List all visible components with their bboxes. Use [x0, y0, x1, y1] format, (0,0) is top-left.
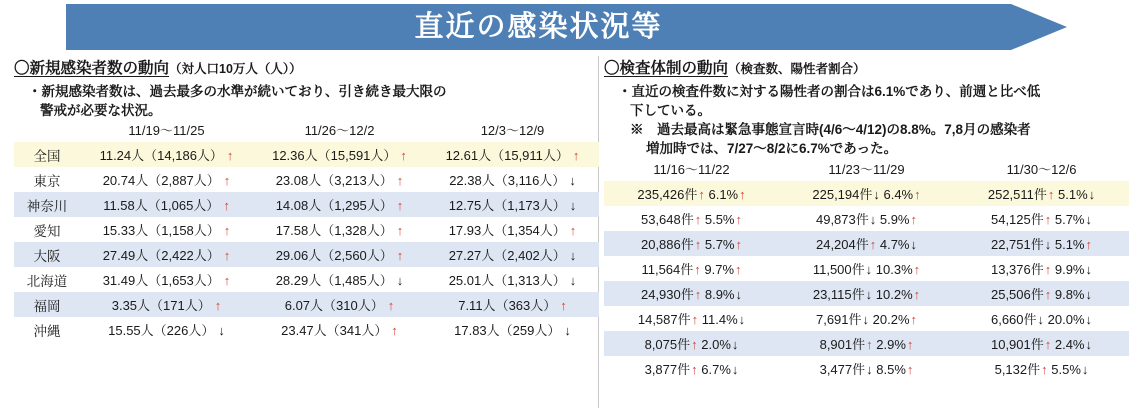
- positive-rate: 20.0%: [1044, 311, 1085, 327]
- testing-cell: [604, 331, 779, 356]
- new-cases-cell: [80, 242, 253, 267]
- new-cases-cell: [426, 292, 599, 317]
- trend-down-icon: ↓: [865, 261, 873, 277]
- cases-absolute: （2,402人）: [494, 248, 566, 264]
- trend-up-icon: ↑: [866, 336, 873, 352]
- cases-absolute: （310人）: [323, 298, 384, 314]
- test-count: 5,132件: [994, 361, 1041, 377]
- trend-up-icon: ↑: [910, 211, 917, 227]
- left-column: [14, 56, 599, 342]
- prefecture-label: 沖縄: [33, 323, 61, 339]
- new-cases-cell: [80, 142, 253, 167]
- positive-rate: 8.9%: [701, 286, 735, 302]
- positive-rate: 6.4%: [879, 186, 914, 202]
- trend-up-icon: ↑: [735, 261, 742, 277]
- cases-per-100k: 14.08人: [275, 198, 322, 214]
- trend-up-icon: ↑: [913, 261, 921, 277]
- trend-up-icon: ↑: [223, 223, 231, 239]
- left-heading-sub: （対人口10万人（人））: [169, 62, 302, 76]
- trend-down-icon: ↓: [396, 273, 404, 289]
- testing-cell: [954, 331, 1129, 356]
- new-cases-cell: [80, 317, 253, 342]
- cases-absolute: （15,591人）: [317, 148, 397, 164]
- new-cases-cell: [426, 242, 599, 267]
- cases-per-100k: 12.75人: [448, 198, 495, 214]
- table-row: [14, 142, 599, 167]
- cases-absolute: （226人）: [153, 323, 215, 339]
- test-count: 24,930件: [640, 286, 694, 302]
- new-cases-cell: [253, 317, 426, 342]
- table-row: [14, 267, 599, 292]
- positive-rate: 5.1%: [1051, 236, 1085, 252]
- test-count: 225,194件: [812, 186, 873, 202]
- table-row: [14, 242, 599, 267]
- positive-rate: 5.9%: [876, 211, 910, 227]
- trend-down-icon: ↓: [731, 336, 739, 352]
- left-period-header-3: 12/3～12/9: [480, 123, 545, 139]
- new-cases-cell: [253, 167, 426, 192]
- trend-up-icon: ↑: [391, 323, 398, 339]
- cases-absolute: （2,887人）: [148, 173, 220, 189]
- trend-up-icon: ↑: [396, 173, 404, 189]
- table-row: [604, 256, 1129, 281]
- left-header-blank: [14, 120, 80, 142]
- test-count: 23,115件: [812, 286, 865, 302]
- left-period-header-2: 11/26～12/2: [304, 123, 375, 139]
- table-row: [604, 356, 1129, 381]
- table-row: [604, 231, 1129, 256]
- cases-absolute: （1,313人）: [494, 273, 566, 289]
- cases-absolute: （1,653人）: [148, 273, 220, 289]
- test-count: 10,901件: [990, 336, 1044, 352]
- positive-rate: 20.2%: [869, 311, 910, 327]
- right-table-header-row: [604, 159, 1129, 181]
- testing-cell: [779, 331, 954, 356]
- cases-per-100k: 23.08人: [275, 173, 322, 189]
- positive-rate: 6.1%: [704, 186, 739, 202]
- test-count: 13,376件: [990, 261, 1044, 277]
- trend-up-icon: ↑: [910, 311, 918, 327]
- right-table-body: [604, 181, 1129, 381]
- prefecture-label: 福岡: [33, 298, 61, 314]
- test-count: 11,564件: [641, 261, 694, 277]
- test-count: 49,873件: [815, 211, 869, 227]
- cases-absolute: （1,158人）: [148, 223, 220, 239]
- positive-rate: 10.2%: [872, 286, 913, 302]
- positive-rate: 10.3%: [872, 261, 913, 277]
- cases-per-100k: 27.27人: [448, 248, 495, 264]
- test-count: 25,506件: [990, 286, 1044, 302]
- trend-down-icon: ↓: [1088, 186, 1096, 202]
- table-row: [604, 281, 1129, 306]
- trend-up-icon: ↑: [914, 186, 921, 202]
- positive-rate: 2.9%: [872, 336, 906, 352]
- new-cases-cell: [426, 142, 599, 167]
- trend-up-icon: ↑: [1085, 236, 1092, 252]
- trend-up-icon: ↑: [691, 361, 698, 377]
- testing-cell: [604, 181, 779, 206]
- trend-up-icon: ↑: [223, 198, 230, 214]
- trend-up-icon: ↑: [226, 148, 234, 164]
- new-cases-cell: [80, 217, 253, 242]
- testing-cell: [954, 256, 1129, 281]
- test-count: 11,500件: [812, 261, 865, 277]
- prefecture-label: 全国: [33, 148, 61, 164]
- new-cases-cell: [80, 192, 253, 217]
- cases-absolute: （259人）: [499, 323, 561, 339]
- test-count: 3,877件: [644, 361, 691, 377]
- trend-up-icon: ↑: [396, 223, 404, 239]
- test-count: 8,901件: [819, 336, 866, 352]
- trend-up-icon: ↑: [735, 236, 742, 252]
- trend-down-icon: ↓: [569, 273, 577, 289]
- new-cases-cell: [80, 267, 253, 292]
- trend-down-icon: ↓: [910, 236, 917, 252]
- trend-up-icon: ↑: [694, 236, 702, 252]
- left-bullet-line-1: ・新規感染者数は、過去最多の水準が続いており、引き続き最大限の: [28, 84, 447, 99]
- trend-up-icon: ↑: [1044, 261, 1052, 277]
- cases-per-100k: 23.47人: [281, 323, 327, 339]
- positive-rate: 5.5%: [1047, 361, 1081, 377]
- testing-cell: [954, 281, 1129, 306]
- trend-up-icon: ↑: [694, 261, 701, 277]
- trend-up-icon: ↑: [1044, 336, 1052, 352]
- test-count: 7,691件: [815, 311, 862, 327]
- cases-absolute: （1,328人）: [321, 223, 393, 239]
- positive-rate: 6.7%: [697, 361, 731, 377]
- new-cases-cell: [426, 217, 599, 242]
- trend-down-icon: ↓: [1085, 261, 1092, 277]
- cases-absolute: （1,295人）: [321, 198, 393, 214]
- testing-table: [604, 159, 1129, 381]
- testing-cell: [779, 356, 954, 381]
- positive-rate: 5.7%: [701, 236, 735, 252]
- test-count: 3,477件: [819, 361, 866, 377]
- new-cases-cell: [426, 267, 599, 292]
- positive-rate: 11.4%: [698, 311, 738, 327]
- trend-up-icon: ↑: [572, 148, 580, 164]
- positive-rate: 4.7%: [876, 236, 910, 252]
- left-heading-main: 〇新規感染者数の動向: [14, 60, 170, 77]
- trend-down-icon: ↓: [1037, 311, 1045, 327]
- positive-rate: 2.0%: [697, 336, 731, 352]
- right-bullet-line-3: ※ 過去最高は緊急事態宣言時(4/6～4/12)の8.8%。7,8月の感染者: [630, 122, 1031, 138]
- cases-absolute: （1,065人）: [147, 198, 220, 214]
- prefecture-label: 神奈川: [26, 198, 68, 214]
- testing-cell: [954, 306, 1129, 331]
- trend-up-icon: ↑: [906, 361, 914, 377]
- testing-cell: [779, 206, 954, 231]
- right-bullet-line-4: 増加時では、7/27～8/2に6.7%であった。: [646, 141, 898, 157]
- trend-down-icon: ↓: [738, 311, 746, 327]
- cases-per-100k: 22.38人: [449, 173, 495, 189]
- table-row: [604, 181, 1129, 206]
- prefecture-label: 大阪: [33, 248, 61, 264]
- right-bullet-line-1: ・直近の検査件数に対する陽性者の割合は6.1%であり、前週と比べ低: [618, 84, 1041, 99]
- table-row: [14, 292, 599, 317]
- test-count: 53,648件: [640, 211, 694, 227]
- new-cases-table: [14, 120, 599, 342]
- trend-up-icon: ↑: [1044, 211, 1052, 227]
- title-banner: [66, 4, 1068, 50]
- trend-down-icon: ↓: [862, 311, 870, 327]
- cases-absolute: （1,485人）: [321, 273, 393, 289]
- banner-arrow-shape: [1011, 4, 1067, 50]
- trend-up-icon: ↑: [396, 198, 404, 214]
- new-cases-cell: [426, 317, 599, 342]
- cases-absolute: （1,173人）: [494, 198, 566, 214]
- testing-cell: [604, 206, 779, 231]
- trend-down-icon: ↓: [731, 361, 739, 377]
- trend-down-icon: ↓: [869, 211, 877, 227]
- testing-cell: [954, 231, 1129, 256]
- cases-absolute: （15,911人）: [491, 148, 569, 164]
- testing-cell: [604, 231, 779, 256]
- test-count: 235,426件: [637, 186, 698, 202]
- table-row: [14, 317, 599, 342]
- trend-up-icon: ↑: [1044, 286, 1052, 302]
- trend-down-icon: ↓: [1044, 236, 1052, 252]
- cases-per-100k: 27.49人: [102, 248, 149, 264]
- testing-cell: [604, 356, 779, 381]
- new-cases-cell: [253, 242, 426, 267]
- trend-up-icon: ↑: [906, 336, 914, 352]
- left-table-header-row: [14, 120, 599, 142]
- trend-up-icon: ↑: [739, 186, 746, 202]
- trend-down-icon: ↓: [873, 186, 880, 202]
- cases-per-100k: 12.61人: [445, 148, 492, 164]
- testing-cell: [779, 256, 954, 281]
- cases-per-100k: 25.01人: [448, 273, 495, 289]
- trend-down-icon: ↓: [1081, 361, 1089, 377]
- trend-up-icon: ↑: [691, 311, 699, 327]
- test-count: 6,660件: [990, 311, 1037, 327]
- new-cases-cell: [426, 167, 599, 192]
- test-count: 252,511件: [987, 186, 1047, 202]
- cases-per-100k: 11.58人: [103, 198, 148, 214]
- new-cases-cell: [253, 267, 426, 292]
- trend-up-icon: ↑: [223, 173, 231, 189]
- trend-up-icon: ↑: [569, 223, 577, 239]
- new-cases-cell: [80, 167, 253, 192]
- test-count: 24,204件: [815, 236, 869, 252]
- cases-per-100k: 12.36人: [272, 148, 318, 164]
- positive-rate: 9.7%: [700, 261, 735, 277]
- left-bullet-line-2: 警戒が必要な状況。: [40, 103, 162, 119]
- cases-absolute: （3,213人）: [321, 173, 393, 189]
- trend-up-icon: ↑: [735, 211, 742, 227]
- new-cases-cell: [253, 142, 426, 167]
- trend-up-icon: ↑: [223, 273, 231, 289]
- right-period-header-3: 11/30～12/6: [1006, 161, 1077, 177]
- testing-cell: [779, 306, 954, 331]
- testing-cell: [954, 206, 1129, 231]
- trend-down-icon: ↓: [866, 361, 873, 377]
- testing-cell: [954, 181, 1129, 206]
- test-count: 22,751件: [990, 236, 1044, 252]
- trend-down-icon: ↓: [1085, 336, 1092, 352]
- left-period-header-1: 11/19～11/25: [128, 123, 205, 139]
- right-column: [604, 56, 1129, 381]
- new-cases-cell: [253, 217, 426, 242]
- trend-down-icon: ↓: [564, 323, 571, 339]
- trend-up-icon: ↑: [694, 211, 702, 227]
- testing-cell: [954, 356, 1129, 381]
- cases-per-100k: 11.24人: [99, 148, 145, 164]
- cases-absolute: （341人）: [326, 323, 388, 339]
- trend-down-icon: ↓: [569, 173, 576, 189]
- table-row: [604, 331, 1129, 356]
- prefecture-label: 東京: [33, 173, 61, 189]
- table-row: [604, 306, 1129, 331]
- cases-absolute: （2,560人）: [321, 248, 393, 264]
- cases-per-100k: 3.35人: [111, 298, 151, 314]
- trend-down-icon: ↓: [735, 286, 742, 302]
- right-period-header-1: 11/16～11/22: [653, 161, 730, 177]
- trend-down-icon: ↓: [569, 198, 577, 214]
- cases-absolute: （3,116人）: [494, 173, 566, 189]
- right-period-header-2: 11/23～11/29: [828, 161, 905, 177]
- right-bullets: [604, 82, 1129, 159]
- right-heading-sub: （検査数、陽性者割合）: [728, 62, 866, 76]
- positive-rate: 8.5%: [872, 361, 906, 377]
- trend-up-icon: ↑: [400, 148, 407, 164]
- left-table-body: [14, 142, 599, 342]
- right-heading-main: 〇検査体制の動向: [604, 60, 729, 77]
- trend-up-icon: ↑: [698, 186, 705, 202]
- testing-cell: [779, 181, 954, 206]
- cases-absolute: （171人）: [150, 298, 211, 314]
- test-count: 14,587件: [637, 311, 691, 327]
- cases-per-100k: 15.55人: [108, 323, 154, 339]
- testing-cell: [604, 281, 779, 306]
- cases-per-100k: 6.07人: [284, 298, 324, 314]
- testing-cell: [604, 256, 779, 281]
- positive-rate: 5.5%: [701, 211, 735, 227]
- cases-per-100k: 15.33人: [102, 223, 149, 239]
- testing-cell: [779, 281, 954, 306]
- cases-per-100k: 20.74人: [102, 173, 149, 189]
- trend-down-icon: ↓: [1085, 286, 1092, 302]
- new-cases-cell: [253, 292, 426, 317]
- cases-per-100k: 17.93人: [448, 223, 495, 239]
- table-row: [14, 192, 599, 217]
- cases-per-100k: 7.11人: [458, 298, 496, 314]
- new-cases-cell: [80, 292, 253, 317]
- trend-up-icon: ↑: [913, 286, 921, 302]
- trend-up-icon: ↑: [223, 248, 231, 264]
- trend-down-icon: ↓: [865, 286, 873, 302]
- positive-rate: 5.1%: [1054, 186, 1088, 202]
- trend-down-icon: ↓: [1085, 211, 1092, 227]
- trend-up-icon: ↑: [214, 298, 222, 314]
- right-bullet-line-2: 下している。: [630, 103, 711, 119]
- testing-cell: [779, 231, 954, 256]
- new-cases-cell: [253, 192, 426, 217]
- test-count: 20,886件: [640, 236, 694, 252]
- cases-absolute: （2,422人）: [148, 248, 220, 264]
- cases-per-100k: 28.29人: [275, 273, 322, 289]
- trend-up-icon: ↑: [694, 286, 702, 302]
- table-row: [14, 167, 599, 192]
- trend-down-icon: ↓: [218, 323, 225, 339]
- trend-up-icon: ↑: [396, 248, 404, 264]
- test-count: 8,075件: [644, 336, 691, 352]
- new-cases-cell: [426, 192, 599, 217]
- prefecture-label: 愛知: [33, 223, 61, 239]
- page-title: 直近の感染状況等: [414, 11, 663, 43]
- test-count: 54,125件: [990, 211, 1044, 227]
- trend-down-icon: ↓: [569, 248, 577, 264]
- trend-up-icon: ↑: [869, 236, 877, 252]
- positive-rate: 9.8%: [1051, 286, 1085, 302]
- cases-absolute: （1,354人）: [494, 223, 566, 239]
- positive-rate: 2.4%: [1051, 336, 1085, 352]
- trend-up-icon: ↑: [691, 336, 698, 352]
- prefecture-label: 北海道: [26, 273, 68, 289]
- table-row: [14, 217, 599, 242]
- cases-per-100k: 17.58人: [275, 223, 322, 239]
- positive-rate: 9.9%: [1051, 261, 1085, 277]
- trend-up-icon: ↑: [1047, 186, 1055, 202]
- trend-up-icon: ↑: [387, 298, 395, 314]
- trend-up-icon: ↑: [1041, 361, 1048, 377]
- table-row: [604, 206, 1129, 231]
- left-section-heading: [14, 56, 599, 78]
- cases-per-100k: 17.83人: [454, 323, 500, 339]
- cases-per-100k: 31.49人: [102, 273, 149, 289]
- cases-per-100k: 29.06人: [275, 248, 322, 264]
- trend-down-icon: ↓: [1085, 311, 1093, 327]
- testing-cell: [604, 306, 779, 331]
- cases-absolute: （14,186人）: [144, 148, 223, 164]
- trend-up-icon: ↑: [560, 298, 567, 314]
- positive-rate: 5.7%: [1051, 211, 1085, 227]
- cases-absolute: （363人）: [495, 298, 557, 314]
- left-bullets: [14, 82, 599, 120]
- right-section-heading: [604, 56, 1129, 78]
